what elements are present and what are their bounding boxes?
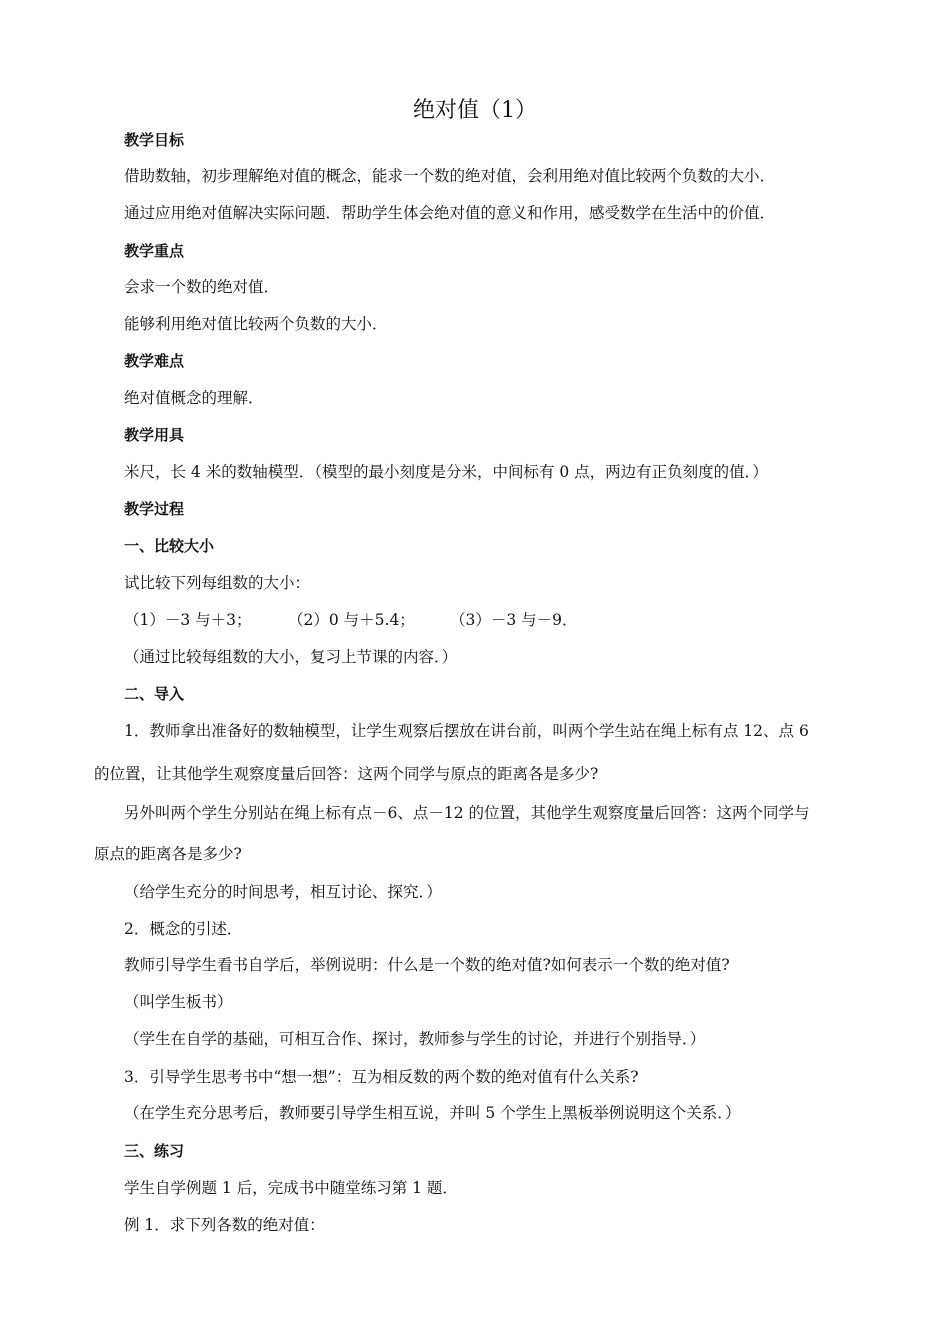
compare-groups — [124, 609, 578, 631]
compare-group-1: （1）－3 与＋3； — [124, 611, 252, 629]
goals-heading: 教学目标 — [124, 131, 185, 149]
section1-note: （通过比较每组数的大小，复习上节课的内容．） — [124, 648, 458, 666]
section2-p4: 2．概念的引述． — [124, 920, 243, 938]
section2-p2b: 原点的距离各是多少? — [94, 845, 242, 863]
process-heading: 教学过程 — [124, 500, 185, 518]
key-points-heading: 教学重点 — [124, 242, 185, 260]
section3-p1: 学生自学例题 1 后，完成书中随堂练习第 1 题． — [124, 1179, 458, 1197]
section3-p2: 例 1．求下列各数的绝对值： — [124, 1216, 325, 1234]
difficulty-item-1: 绝对值概念的理解． — [124, 389, 264, 407]
section2-p9: （在学生充分思考后，教师要引导学生相互说，并叫 5 个学生上黑板举例说明这个关系．） — [124, 1104, 741, 1122]
section2-heading: 二、导入 — [124, 685, 185, 703]
section2-p3: （给学生充分的时间思考，相互讨论、探究．） — [124, 883, 442, 901]
section2-p5: 教师引导学生看书自学后，举例说明：什么是一个数的绝对值?如何表示一个数的绝对值? — [124, 956, 730, 974]
tools-heading: 教学用具 — [124, 426, 185, 444]
compare-group-3: （3）－3 与－9． — [450, 611, 578, 629]
goals-item-1: 借助数轴，初步理解绝对值的概念，能求一个数的绝对值，会利用绝对值比较两个负数的大小． — [124, 167, 776, 185]
section1-intro: 试比较下列每组数的大小： — [124, 574, 311, 592]
section2-p2a: 另外叫两个学生分别站在绳上标有点－6、点－12 的位置，其他学生观察度量后回答：这两个同学与 — [124, 804, 810, 822]
section2-p1b: 的位置，让其他学生观察度量后回答：这两个同学与原点的距离各是多少? — [94, 765, 599, 783]
section1-heading: 一、比较大小 — [124, 537, 215, 555]
page-title: 绝对值（1） — [413, 98, 537, 123]
section2-p6: （叫学生板书） — [124, 993, 233, 1011]
key-points-item-2: 能够利用绝对值比较两个负数的大小． — [124, 315, 388, 333]
section2-p7: （学生在自学的基础，可相互合作、探讨，教师参与学生的讨论，并进行个别指导．） — [124, 1030, 706, 1048]
tools-item-1: 米尺，长 4 米的数轴模型．（模型的最小刻度是分米，中间标有 0 点，两边有正负刻度的值．） — [124, 463, 768, 481]
compare-group-2: （2）0 与＋5.4； — [288, 611, 415, 629]
key-points-item-1: 会求一个数的绝对值． — [124, 278, 280, 296]
section2-p1a: 1．教师拿出准备好的数轴模型，让学生观察后摆放在讲台前，叫两个学生站在绳上标有点 12、点 6 — [124, 722, 809, 740]
section3-heading: 三、练习 — [124, 1142, 185, 1160]
goals-item-2: 通过应用绝对值解决实际问题．帮助学生体会绝对值的意义和作用，感受数学在生活中的价值． — [124, 204, 776, 222]
section2-p8: 3．引导学生思考书中“想一想”：互为相反数的两个数的绝对值有什么关系? — [124, 1068, 639, 1086]
difficulty-heading: 教学难点 — [124, 352, 185, 370]
